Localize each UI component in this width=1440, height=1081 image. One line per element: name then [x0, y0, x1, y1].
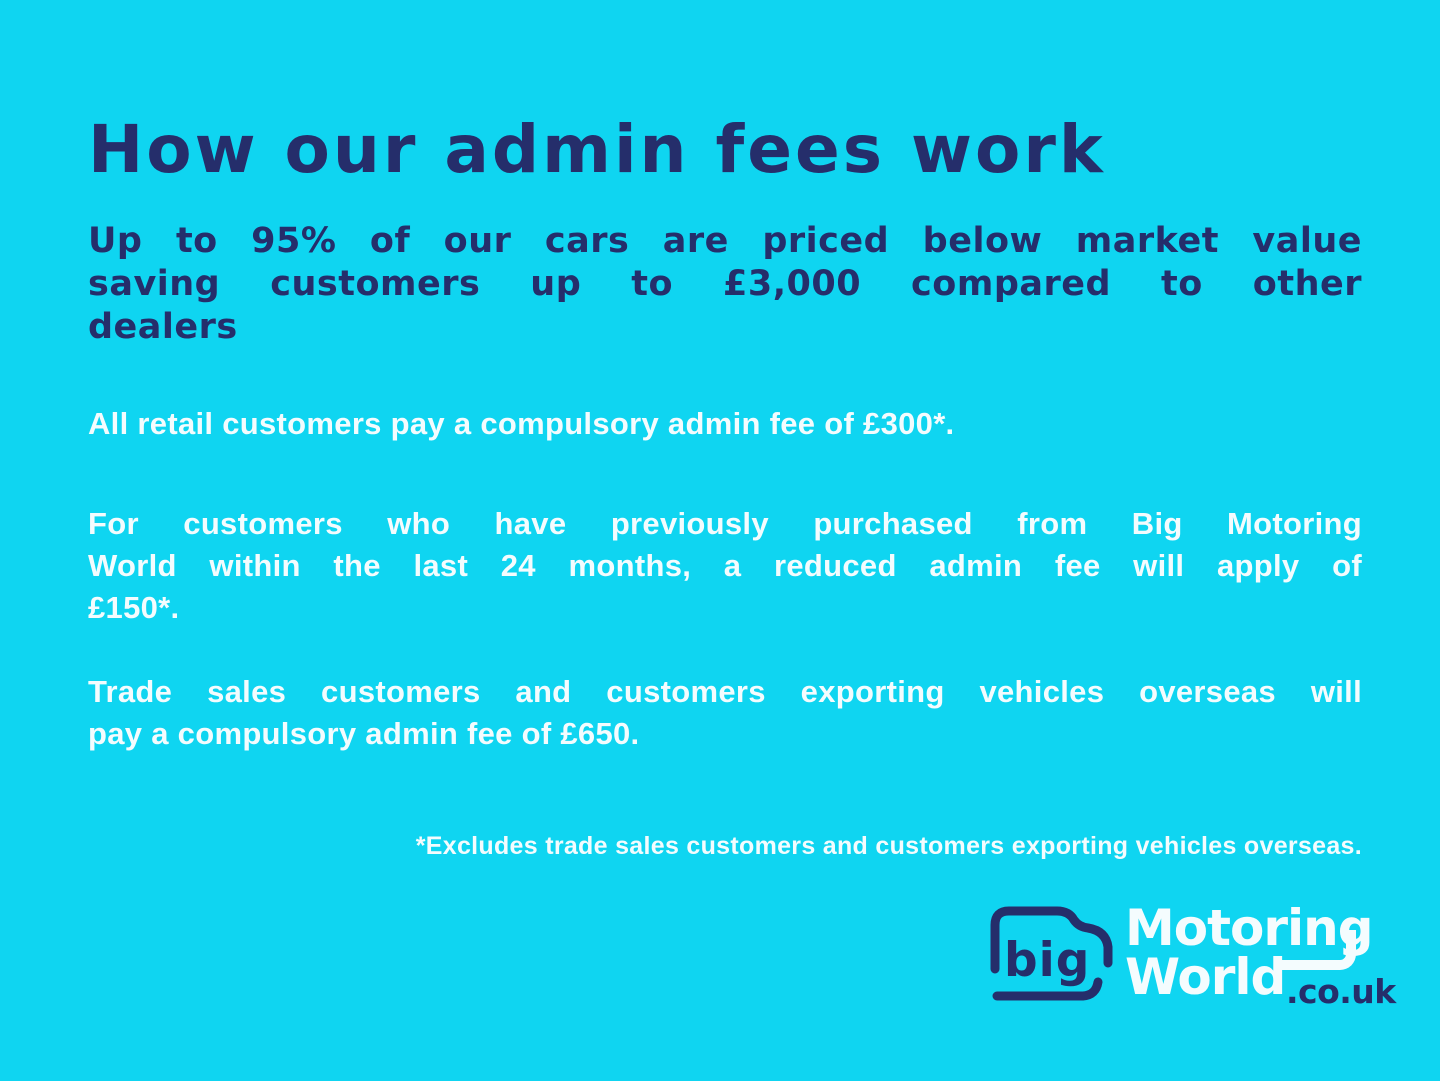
text-line: Up to 95% of our cars are priced below market value — [88, 220, 1362, 261]
logo-world-text: World — [1125, 948, 1286, 1006]
logo-big-text: big — [1004, 933, 1091, 988]
paragraph-trade-export-fee — [88, 671, 1362, 755]
text-line: All retail customers pay a compulsory admin fee of £300*. — [88, 405, 955, 441]
text-line: For customers who have previously purchased from Big Motoring — [88, 505, 1362, 541]
text-line: pay a compulsory admin fee of £650. — [88, 715, 640, 751]
text-line: saving customers up to £3,000 compared to other — [88, 263, 1362, 304]
logo-couk-text: .co.uk — [1286, 972, 1396, 1011]
text-line: World within the last 24 months, a reduced admin fee will apply of — [88, 547, 1362, 583]
subheading — [88, 220, 1362, 349]
text-line: dealers — [88, 306, 238, 347]
paragraph-returning-customer-fee — [88, 503, 1362, 629]
text-line: Trade sales customers and customers exporting vehicles overseas will — [88, 673, 1362, 709]
poster-content — [88, 0, 1362, 863]
big-car-logo-icon — [985, 897, 1125, 1017]
paragraph-retail-fee — [88, 403, 1362, 445]
text-line: £150*. — [88, 589, 180, 625]
logo-connector-line — [1280, 930, 1356, 970]
logo-motoring-text: Motoring — [1125, 899, 1373, 957]
footnote-exclusions: *Excludes trade sales customers and customers exporting vehicles overseas. — [415, 831, 1362, 860]
page-title: How our admin fees work — [88, 111, 1106, 188]
